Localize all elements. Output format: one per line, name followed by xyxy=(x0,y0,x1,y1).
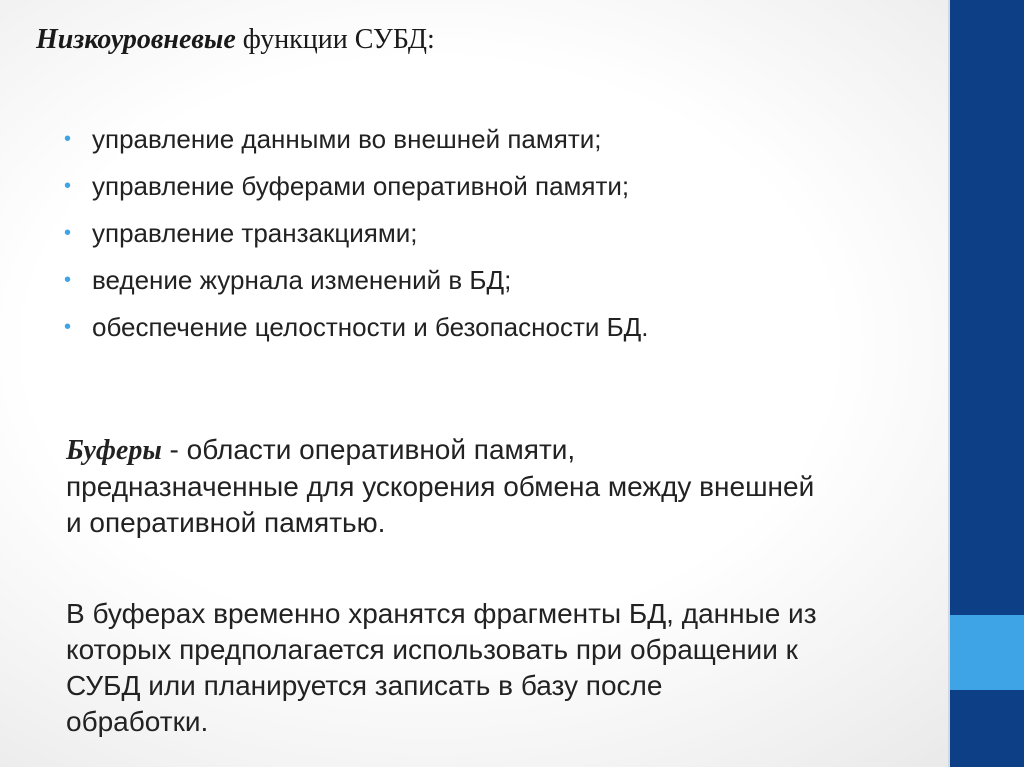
list-item-text: управление данными во внешней памяти; xyxy=(92,124,602,154)
list-item-text: ведение журнала изменений в БД; xyxy=(92,265,512,295)
heading-text: функции СУБД: xyxy=(235,24,435,55)
list-item xyxy=(64,257,649,304)
note-line: СУБД или планируется записать в базу после xyxy=(66,670,663,701)
note-line: обработки. xyxy=(66,706,209,737)
list-item xyxy=(64,210,649,257)
list-item xyxy=(64,304,649,351)
slide-heading xyxy=(36,23,435,57)
function-list xyxy=(64,116,649,351)
sidebar-decoration xyxy=(948,0,1024,767)
buffer-note xyxy=(66,596,906,740)
bullet-icon: • xyxy=(64,128,72,150)
list-item-text: управление транзакциями; xyxy=(92,218,418,248)
note-line: которых предполагается использовать при обращении к xyxy=(66,634,798,665)
bullet-icon: • xyxy=(64,175,72,197)
definition-line: предназначенные для ускорения обмена между внешней xyxy=(66,471,815,502)
list-item xyxy=(64,116,649,163)
bullet-icon: • xyxy=(64,269,72,291)
bullet-icon: • xyxy=(64,222,72,244)
list-item xyxy=(64,163,649,210)
definition-line: и оперативной памятью. xyxy=(66,507,386,538)
buffer-definition xyxy=(66,432,906,541)
definition-line xyxy=(66,432,906,469)
definition-term: Буферы xyxy=(66,435,162,466)
list-item-text: обеспечение целостности и безопасности БД. xyxy=(92,312,649,342)
sidebar-accent-block xyxy=(950,615,1024,690)
heading-emphasis: Низкоуровневые xyxy=(36,24,236,55)
definition-text: - области оперативной памяти, xyxy=(161,434,576,465)
bullet-icon: • xyxy=(64,316,72,338)
list-item-text: управление буферами оперативной памяти; xyxy=(92,171,630,201)
note-line: В буферах временно хранятся фрагменты БД, данные из xyxy=(66,598,817,629)
